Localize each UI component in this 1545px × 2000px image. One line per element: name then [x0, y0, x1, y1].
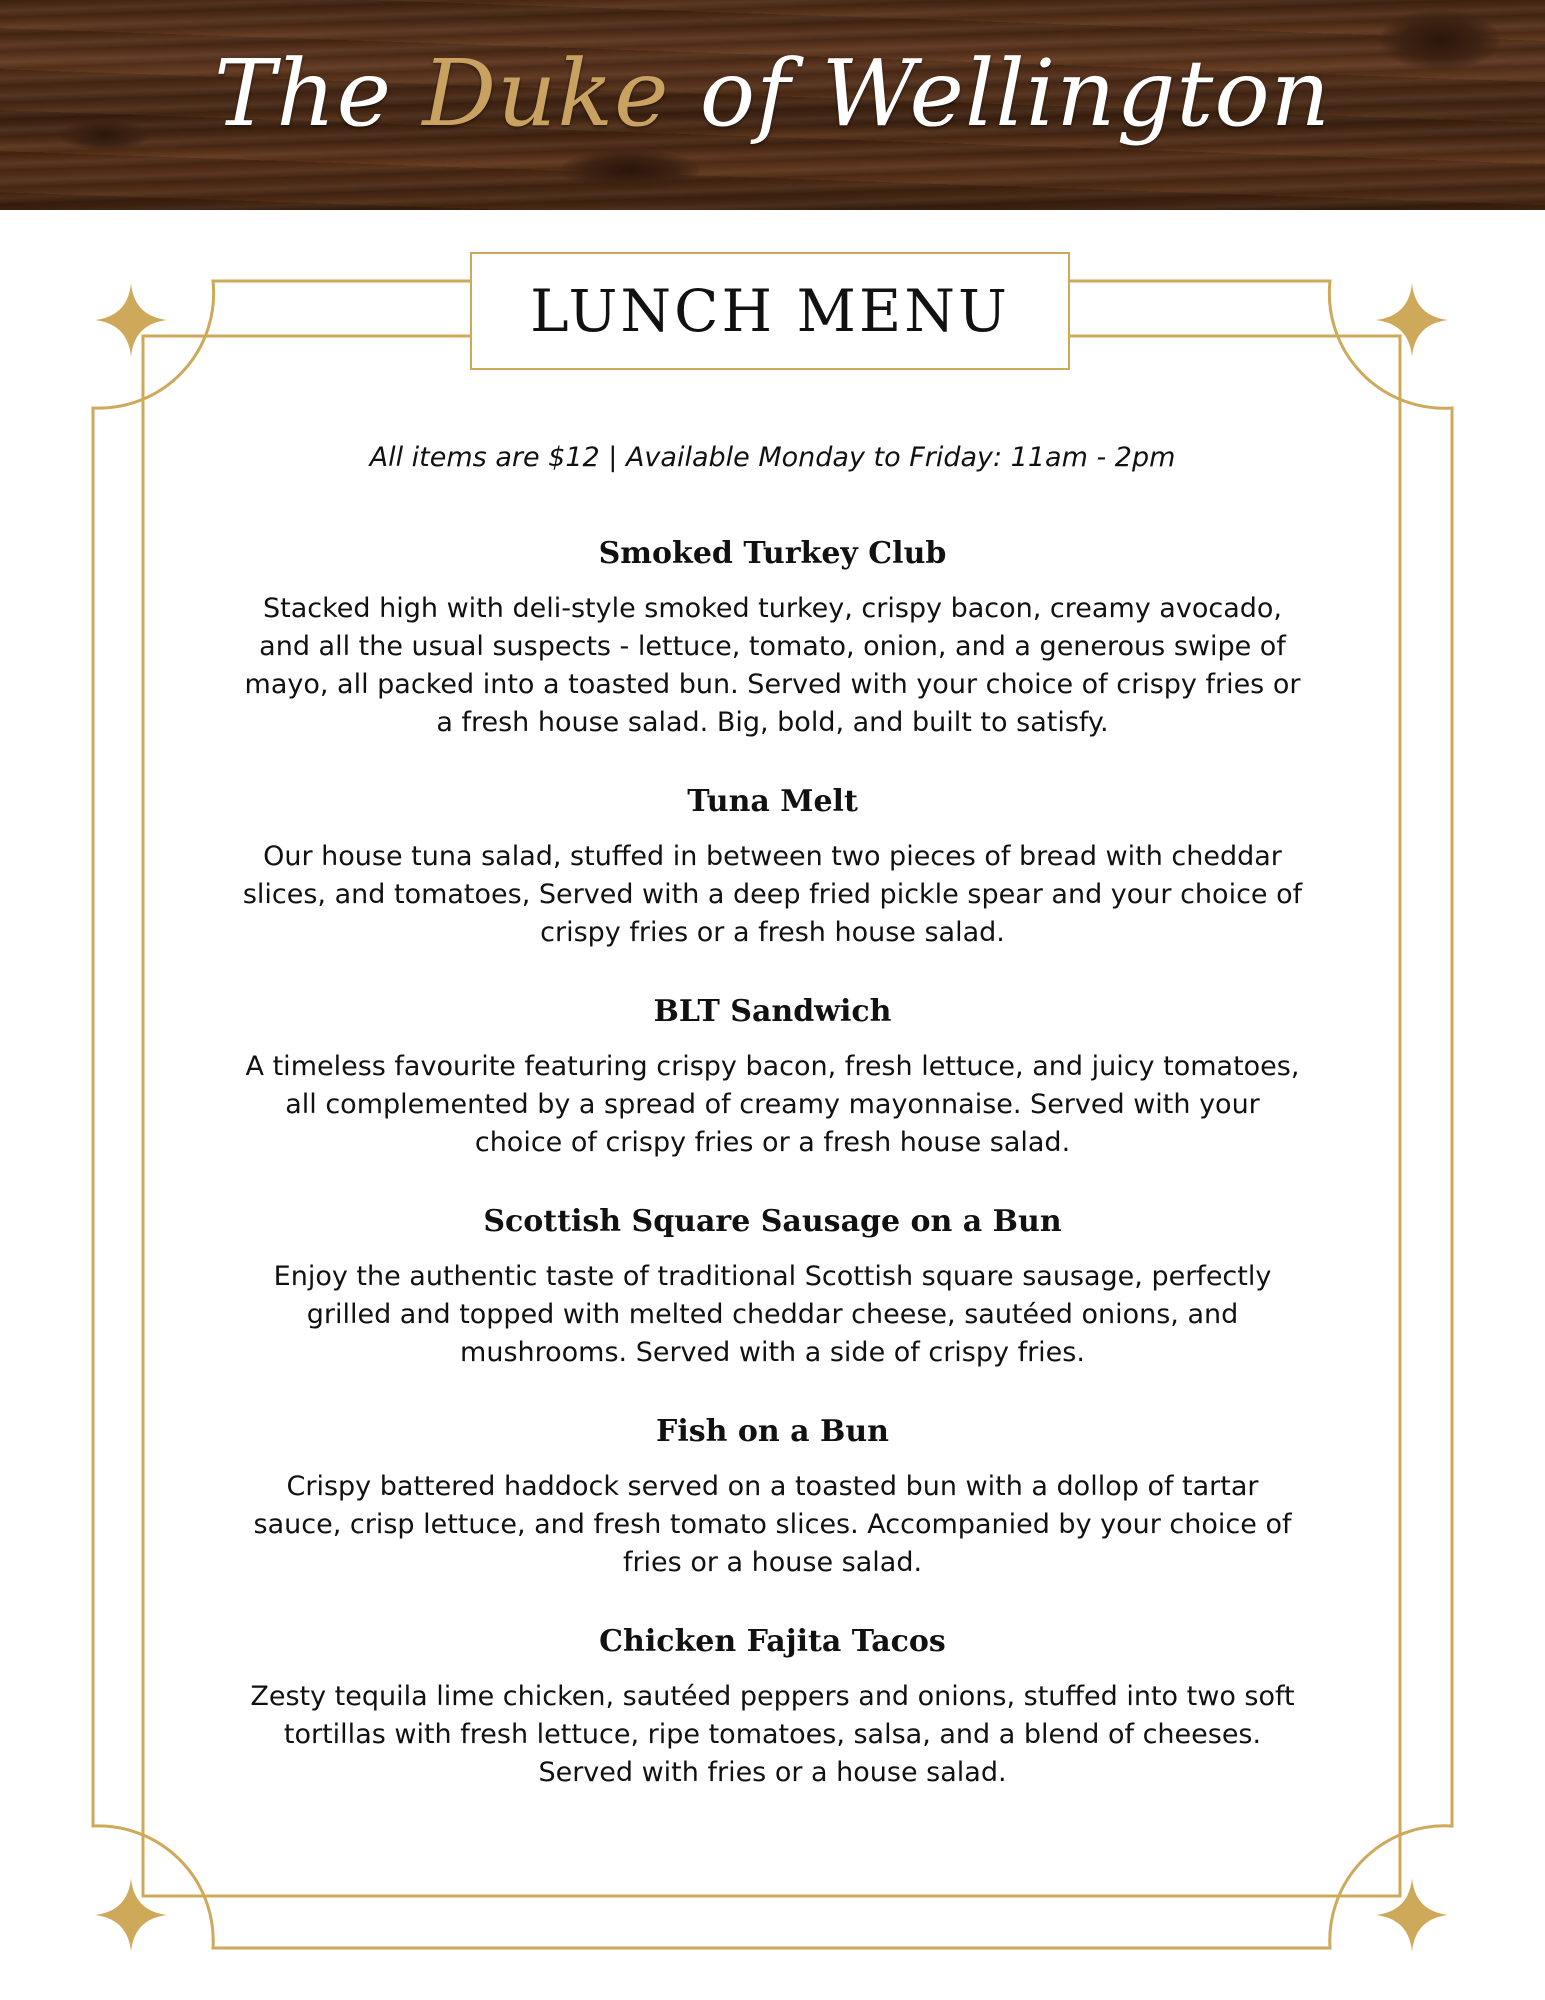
menu-item-name: Smoked Turkey Club [598, 536, 947, 571]
menu-item-description: Enjoy the authentic taste of traditional Scottish square sausage, perfectly grilled and topped with melted cheddar cheese, sautéed onions, and mushrooms. Served with a side of crispy fries. [273, 1261, 1272, 1368]
menu-title: LUNCH MENU [530, 277, 1010, 345]
menu-item-description: Our house tuna salad, stuffed in between two pieces of bread with cheddar slices, and tomatoes, Served with a deep fried pickle spear and your choice of crispy fries or a fresh house salad. [242, 841, 1303, 948]
menu-item [240, 1618, 1305, 1792]
menu-item [240, 1198, 1305, 1372]
menu-item-name: Scottish Square Sausage on a Bun [483, 1204, 1062, 1239]
brand-highlight: Duke [422, 40, 670, 147]
brand-prefix: The [214, 40, 393, 147]
menu-item-description: Stacked high with deli-style smoked turkey, crispy bacon, creamy avocado, and all the usual suspects - lettuce, tomato, onion, and a generous swipe of mayo, all packed into a toasted bun. Served with your choice of crispy fries or a fresh house salad. Big, bold, and built to satisfy. [244, 593, 1301, 738]
sparkle-icon [1376, 1878, 1448, 1952]
sparkle-icon [95, 1878, 167, 1952]
menu-subtitle: All items are $12 | Available Monday to Friday: 11am - 2pm [369, 442, 1176, 473]
menu-item-name: Chicken Fajita Tacos [599, 1624, 946, 1659]
menu-item [240, 988, 1305, 1162]
menu-item-name: Tuna Melt [687, 784, 858, 819]
menu-item-description: Zesty tequila lime chicken, sautéed peppers and onions, stuffed into two soft tortillas with fresh lettuce, ripe tomatoes, salsa, and a blend of cheeses. Served with fries or a house salad. [250, 1681, 1295, 1788]
menu-item [240, 1408, 1305, 1582]
menu-item-description: Crispy battered haddock served on a toasted bun with a dollop of tartar sauce, crisp lettuce, and fresh tomato slices. Accompanied by your choice of fries or a house salad. [253, 1471, 1292, 1578]
menu-items [240, 530, 1305, 1828]
sparkle-icon [1376, 283, 1448, 357]
menu-item-name: Fish on a Bun [656, 1414, 889, 1449]
menu-item-description: A timeless favourite featuring crispy bacon, fresh lettuce, and juicy tomatoes, all complemented by a spread of creamy mayonnaise. Served with your choice of crispy fries or a fresh house salad. [245, 1051, 1300, 1158]
menu-item-name: BLT Sandwich [653, 994, 892, 1029]
brand-suffix: of Wellington [699, 40, 1331, 147]
menu-item [240, 530, 1305, 742]
menu-title-box [470, 252, 1070, 370]
sparkle-icon [95, 283, 167, 357]
menu-item [240, 778, 1305, 952]
